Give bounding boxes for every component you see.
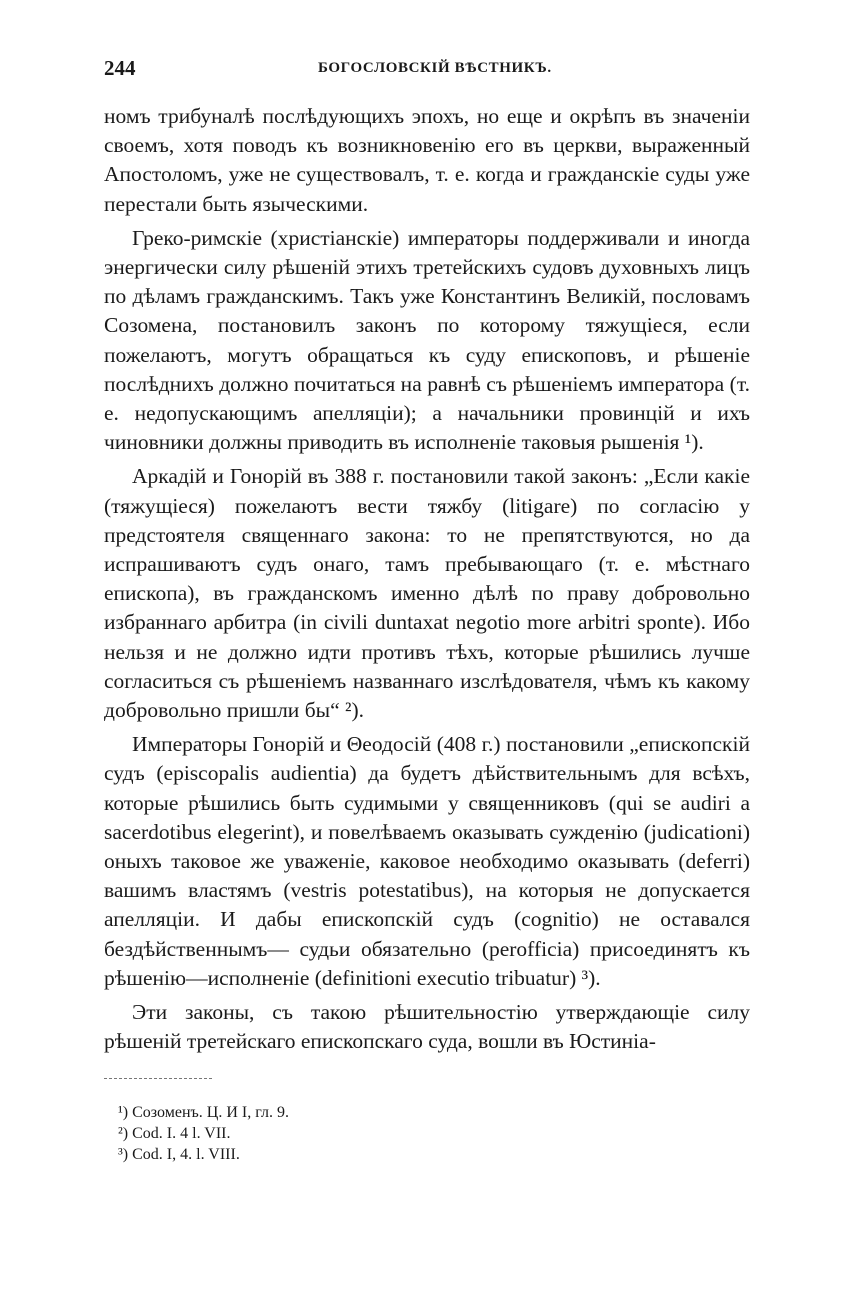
footnotes (118, 1102, 718, 1165)
footnote-text: Cod. I, 4. l. VIII. (132, 1146, 240, 1163)
footnote-text: Cod. I. 4 l. VII. (132, 1125, 231, 1142)
running-title: БОГОСЛОВСКІЙ ВѢСТНИКЪ. (318, 60, 552, 76)
paragraph-3: Аркадій и Гонорій въ 388 г. постановили такой законъ: „Если какіе (тяжущіеся) пожелаютъ вести тяжбу (litigare) по согласію у предстоятеля священнаго закона: то не препятствуются, но да испрашиваютъ судъ онаго, тамъ пребывающаго (т. е. мѣстнаго епископа), въ гражданскомъ именно дѣлѣ по праву добровольно избраннаго арбитра (in civili duntaxat negotio more arbitri sponte). Ибо нельзя и не должно идти противъ тѣхъ, которые рѣшились лучше согласиться съ рѣшеніемъ названнаго изслѣдователя, чѣмъ къ какому добровольно пришли бы“ ²). (104, 464, 750, 723)
footnote-text: Созоменъ. Ц. И I, гл. 9. (132, 1104, 289, 1121)
footnote-separator (104, 1078, 212, 1079)
paragraph-2: Греко-римскіе (христіанскіе) императоры поддерживали и иногда энергически силу рѣшеній этихъ третейскихъ судовъ духовныхъ лицъ по дѣламъ гражданскимъ. Такъ уже Константинъ Великій, пословамъ Созомена, постановилъ законъ по которому тяжущіеся, если пожелаютъ, могутъ обращаться къ суду епископовъ, и рѣшеніе послѣднихъ должно почитаться на равнѣ съ рѣшеніемъ императора (т. е. недопускающимъ апелляціи); а начальники провинцій и ихъ чиновники должны приводить въ исполненіе таковыя рышенія ¹). (104, 225, 750, 455)
footnote-mark: ¹) (118, 1104, 129, 1121)
footnote-mark: ²) (118, 1125, 129, 1142)
footnote-2 (118, 1123, 718, 1144)
paragraph-5: Эти законы, съ такою рѣшительностію утверждающіе силу рѣшеній третейскаго епископскаго суда, вошли въ Юстиніа- (104, 1000, 750, 1054)
footnote-mark: ³) (118, 1146, 129, 1163)
page-header (104, 56, 750, 84)
paragraph-4: Императоры Гонорій и Θеодосій (408 г.) постановили „епископскій судъ (episcopalis audientia) да будетъ дѣйствительнымъ для всѣхъ, которые рѣшились быть судимыми у священниковъ (qui se audiri a sacerdotibus elegerint), и повелѣваемъ оказывать сужденію (judicationi) оныхъ таковое же уваженіе, каковое необходимо оказывать (deferri) вашимъ властямъ (vestris potestatibus), на которыя не допускается апелляціи. И дабы епископскій судъ (cognitio) не оставался бездѣйственнымъ— судьи обязательно (perofficia) присоединятъ къ рѣшенію—исполненіе (definitioni executio tribuatur) ³). (104, 732, 750, 990)
footnote-1 (118, 1102, 718, 1123)
footnote-3 (118, 1144, 718, 1165)
paragraph-1: номъ трибуналѣ послѣдующихъ эпохъ, но еще и окрѣпъ въ значеніи своемъ, хотя поводъ къ возникновенію его въ церкви, выраженный Апостоломъ, уже не существовалъ, т. е. когда и гражданскіе суды уже перестали быть языческими. (104, 104, 750, 216)
page-number: 244 (104, 56, 136, 80)
main-text (104, 102, 750, 1062)
